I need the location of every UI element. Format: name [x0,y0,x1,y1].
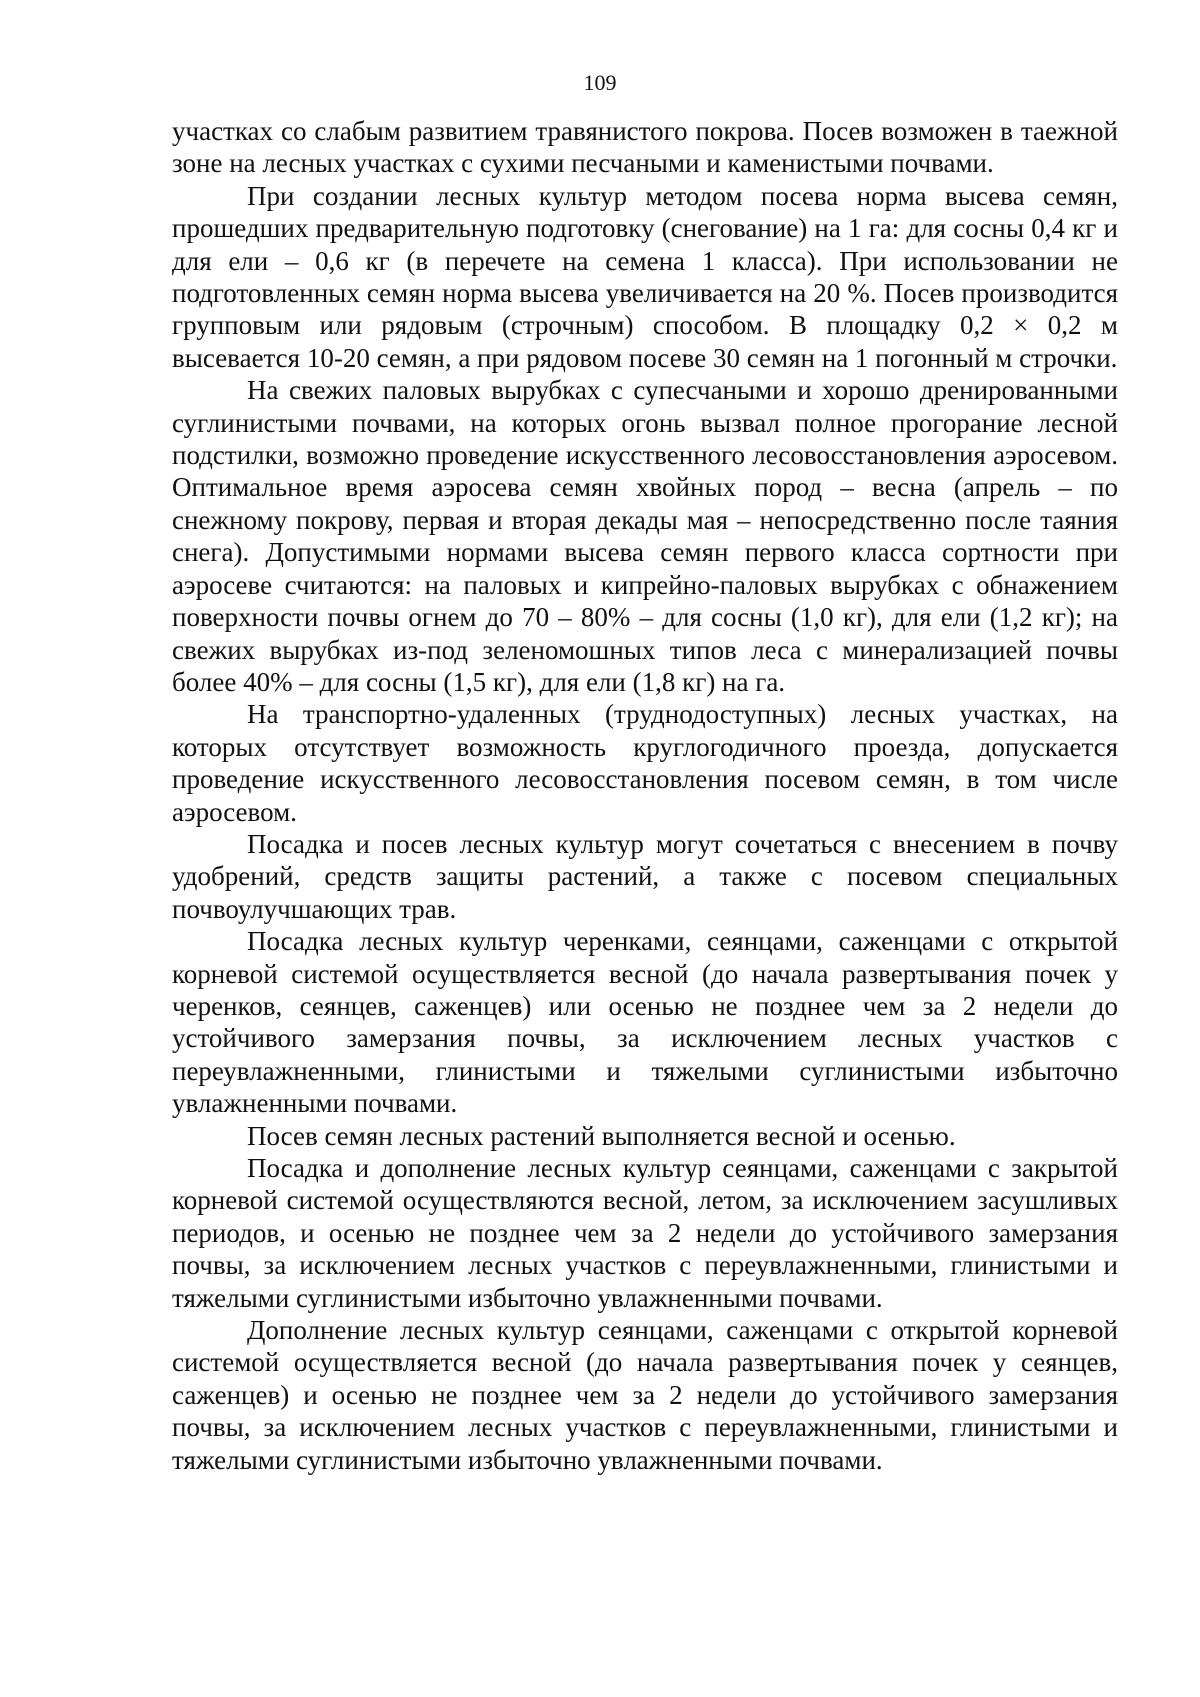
paragraph: Посадка и посев лесных культур могут сочетаться с внесением в почву удобрений, средств защиты растений, а также с посевом специальных почвоулучшающих трав. [172,828,1118,924]
paragraph: Дополнение лесных культур сеянцами, саженцами с открытой корневой системой осуществляется весной (до начала развертывания почек у сеянцев, саженцев) и осенью не позднее чем за 2 недели до устойчивого замерзания почвы, за исключением лесных участков с переувлажненными, глинистыми и тяжелыми суглинистыми избыточно увлажненными почвами. [172,1315,1118,1475]
paragraph: участках со слабым развитием травянистого покрова. Посев возможен в таежной зоне на лесных участках с сухими песчаными и каменистыми почвами. [172,116,1118,179]
paragraph: При создании лесных культур методом посева норма высева семян, прошедших предварительную подготовку (снегование) на 1 га: для сосны 0,4 кг и для ели – 0,6 кг (в перечете на семена 1 класса). При использовании не подготовленных семян норма высева увеличивается на 20 %. Посев производится групповым или рядовым (строчным) способом. В площадку 0,2 × 0,2 м высевается 10-20 семян, а при рядовом посеве 30 семян на 1 погонный м строчки. [172,180,1118,373]
paragraph: На свежих паловых вырубках с супесчаными и хорошо дренированными суглинистыми почвами, на которых огонь вызвал полное прогорание лесной подстилки, возможно проведение искусственного лесовосстановления аэросевом. Оптимальное время аэросева семян хвойных пород – весна (апрель – по снежному покрову, первая и вторая декады мая – непосредственно после таяния снега). Допустимыми нормами высева семян первого класса сортности при аэросеве считаются: на паловых и кипрейно-паловых вырубках с обнажением поверхности почвы огнем до 70 – 80% – для сосны (1,0 кг), для ели (1,2 кг); на свежих вырубках из-под зеленомошных типов леса с минерализацией почвы более 40% – для сосны (1,5 кг), для ели (1,8 кг) на га. [172,375,1118,697]
body-text [172,115,1118,1476]
paragraph: Посадка и дополнение лесных культур сеянцами, саженцами с закрытой корневой системой осуществляются весной, летом, за исключением засушливых периодов, и осенью не позднее чем за 2 недели до устойчивого замерзания почвы, за исключением лесных участков с переувлажненными, глинистыми и тяжелыми суглинистыми избыточно увлажненными почвами. [172,1153,1118,1313]
paragraph: Посадка лесных культур черенками, сеянцами, саженцами с открытой корневой системой осуществляется весной (до начала развертывания почек у черенков, сеянцев, саженцев) или осенью не позднее чем за 2 недели до устойчивого замерзания почвы, за исключением лесных участков с переувлажненными, глинистыми и тяжелыми суглинистыми избыточно увлажненными почвами. [172,926,1118,1119]
paragraph: На транспортно-удаленных (труднодоступных) лесных участках, на которых отсутствует возможность круглогодичного проезда, допускается проведение искусственного лесовосстановления посевом семян, в том числе аэросевом. [172,699,1118,827]
paragraph: Посев семян лесных растений выполняется весной и осенью. [247,1120,956,1151]
page-number: 109 [583,70,617,95]
